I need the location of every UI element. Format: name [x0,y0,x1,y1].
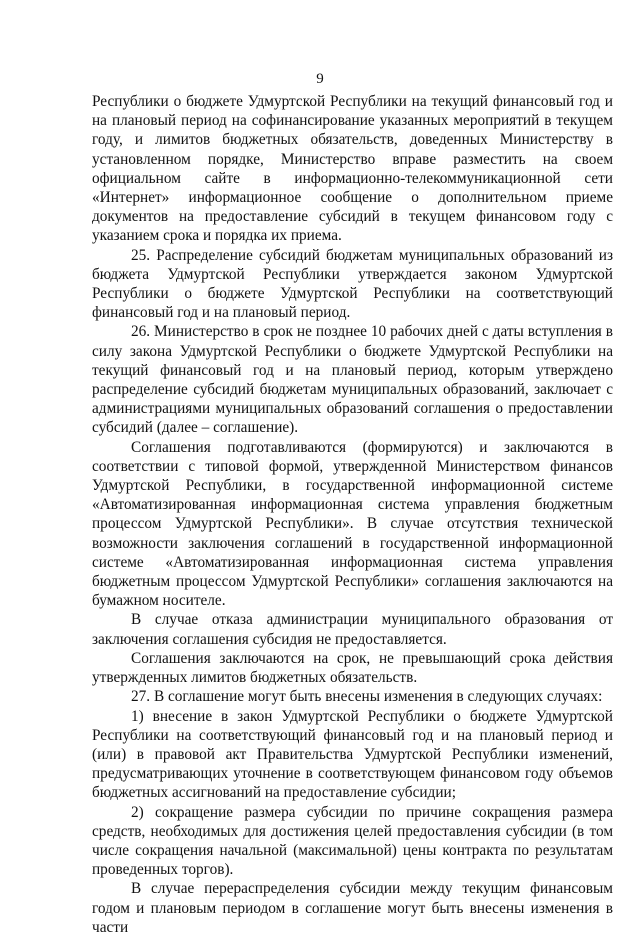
document-body [92,92,613,937]
paragraph-agreements-format: Соглашения подготавливаются (формируются) и заключаются в соответствии с типовой формой, утвержденной Министерством финансов Удмуртской Республики, в государственной информационной системе «Автоматизированная информационная система управления бюджетным процессом Удмуртской Республики». В случае отсутствия технической возможности заключения соглашений в государственной информационной системе «Автоматизированная информационная система управления бюджетным процессом Удмуртской Республики» соглашения заключаются на бумажном носителе. [92,438,613,610]
page-number: 9 [316,71,324,87]
paragraph-26: 26. Министерство в срок не позднее 10 рабочих дней с даты вступления в силу закона Удмуртской Республики о бюджете Удмуртской Республики на текущий финансовый год и на плановый период, которым утверждено распределение субсидий бюджетам муниципальных образований, заключает с администрациями муниципальных образований соглашения о предоставлении субсидий (далее – соглашение). [92,323,613,437]
list-item-1: 1) внесение в закон Удмуртской Республики о бюджете Удмуртской Республики на соответствующий финансовый год и на плановый период и (или) в правовой акт Правительства Удмуртской Республики изменений, предусматривающих уточнение в соответствующем финансовом году объемов бюджетных ассигнований на предоставление субсидии; [92,707,613,802]
paragraph-25: 25. Распределение субсидий бюджетам муниципальных образований из бюджета Удмуртской Республики утверждается законом Удмуртской Республики о бюджете Удмуртской Республики на соответствующий финансовый год и на плановый период. [92,246,613,322]
list-item-2: 2) сокращение размера субсидии по причине сокращения размера средств, необходимых для достижения целей предоставления субсидии (в том числе сокращения начальной (максимальной) цены контракта по результатам проведенных торгов). [92,803,613,879]
paragraph-refusal: В случае отказа администрации муниципального образования от заключения соглашения субсидия не предоставляется. [92,611,613,648]
paragraph-continuation: Республики о бюджете Удмуртской Республики на текущий финансовый год и на плановый период на софинансирование указанных мероприятий в текущем году, и лимитов бюджетных обязательств, доведенных Министерству в установленном порядке, Министерство вправе разместить на своем официальном сайте в информационно-телекоммуникационной сети «Интернет» информационное сообщение о дополнительном приеме документов на предоставление субсидий в текущем финансовом году с указанием срока и порядка их приема. [92,93,613,245]
paragraph-27: 27. В соглашение могут быть внесены изменения в следующих случаях: [131,688,603,706]
paragraph-redistribution: В случае перераспределения субсидии между текущим финансовым годом и плановым периодом в соглашение могут быть внесены изменения в части [92,880,613,936]
paragraph-agreement-term: Соглашения заключаются на срок, не превышающий срока действия утвержденных лимитов бюджетных обязательств. [92,649,613,687]
